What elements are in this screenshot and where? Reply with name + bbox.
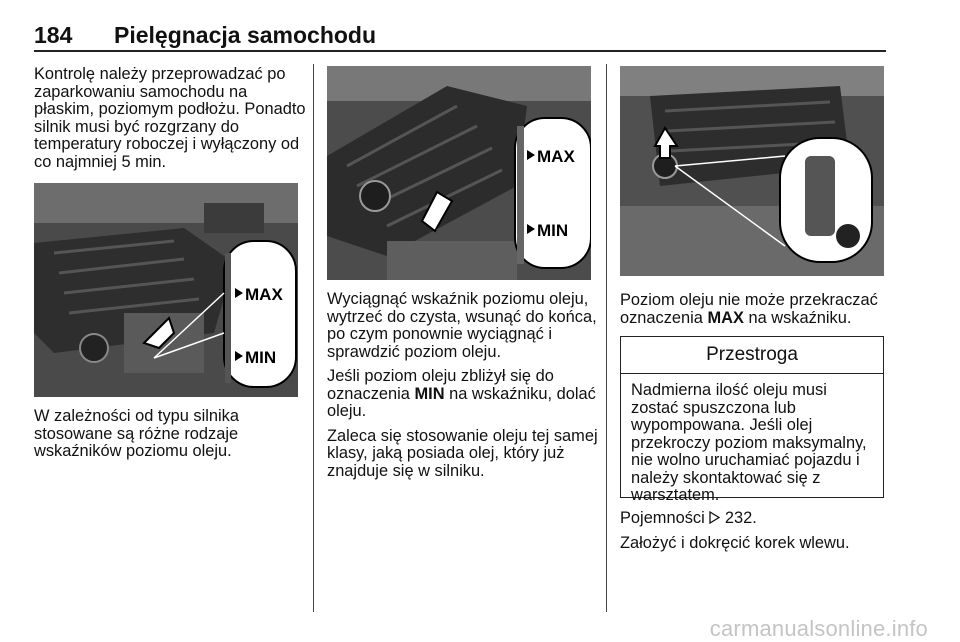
figure-2-max-label: MAX: [537, 147, 575, 166]
intro-paragraph: Kontrolę należy przeprowadzać po zaparkowaniu samochodu na płaskim, poziomym podłożu. Ponadto silnik musi być rozgrzany do temperatury roboczej i wyłączony od co najmniej 5 min.: [34, 65, 306, 171]
engine-figure-3: [620, 66, 884, 276]
check-procedure-paragraph: Wyciągnąć wskaźnik poziomu oleju, wytrzeć do czysta, wsunąć do końca, po czym ponownie wyciągnąć i sprawdzić poziom oleju.: [327, 290, 597, 361]
capacity-text: [620, 510, 886, 552]
engine-figure-2: [327, 66, 591, 280]
oil-class-paragraph: Zaleca się stosowanie oleju tej samej klasy, jaką posiada olej, który już znajduje się w silniku.: [327, 426, 598, 480]
cross-reference-arrow-icon: [709, 511, 720, 524]
dipstick-types-caption: W zależności od typu silnika stosowane są różne rodzaje wskaźników poziomu oleju.: [34, 407, 239, 460]
page-title: Pielęgnacja samochodu: [114, 22, 377, 48]
warning-body: Nadmierna ilość oleju musi zostać spuszczona lub wypompowana. Jeśli olej przekroczy poziom maksymalny, nie wolno uruchamiać pojazdu i należy skontaktować się z warsztatem.: [631, 381, 867, 504]
page-header: [34, 10, 886, 54]
header-divider: [34, 50, 886, 52]
column-divider-1: [313, 64, 314, 612]
capacity-reference: Pojemności 232.: [620, 509, 757, 527]
min-level-paragraph: Jeśli poziom oleju zbliżył się do oznaczenia MIN na wskaźniku, dolać oleju.: [327, 367, 596, 420]
check-procedure-text: [327, 291, 599, 480]
column-divider-2: [606, 64, 607, 612]
page-number: 184: [34, 22, 73, 48]
max-level-note: Poziom oleju nie może przekraczać oznaczenia MAX na wskaźniku.: [620, 291, 878, 327]
warning-box: [620, 336, 884, 504]
figure-2-min-label: MIN: [537, 221, 569, 240]
figure-1-max-label: MAX: [245, 285, 283, 304]
warning-title: Przestroga: [621, 337, 883, 374]
engine-figure-1: [34, 183, 298, 397]
final-instruction: Założyć i dokręcić korek wlewu.: [620, 533, 850, 552]
watermark: carmanualsonline.info: [709, 616, 928, 641]
figure-1-min-label: MIN: [245, 348, 277, 367]
capacity-page-link[interactable]: 232.: [724, 509, 757, 527]
